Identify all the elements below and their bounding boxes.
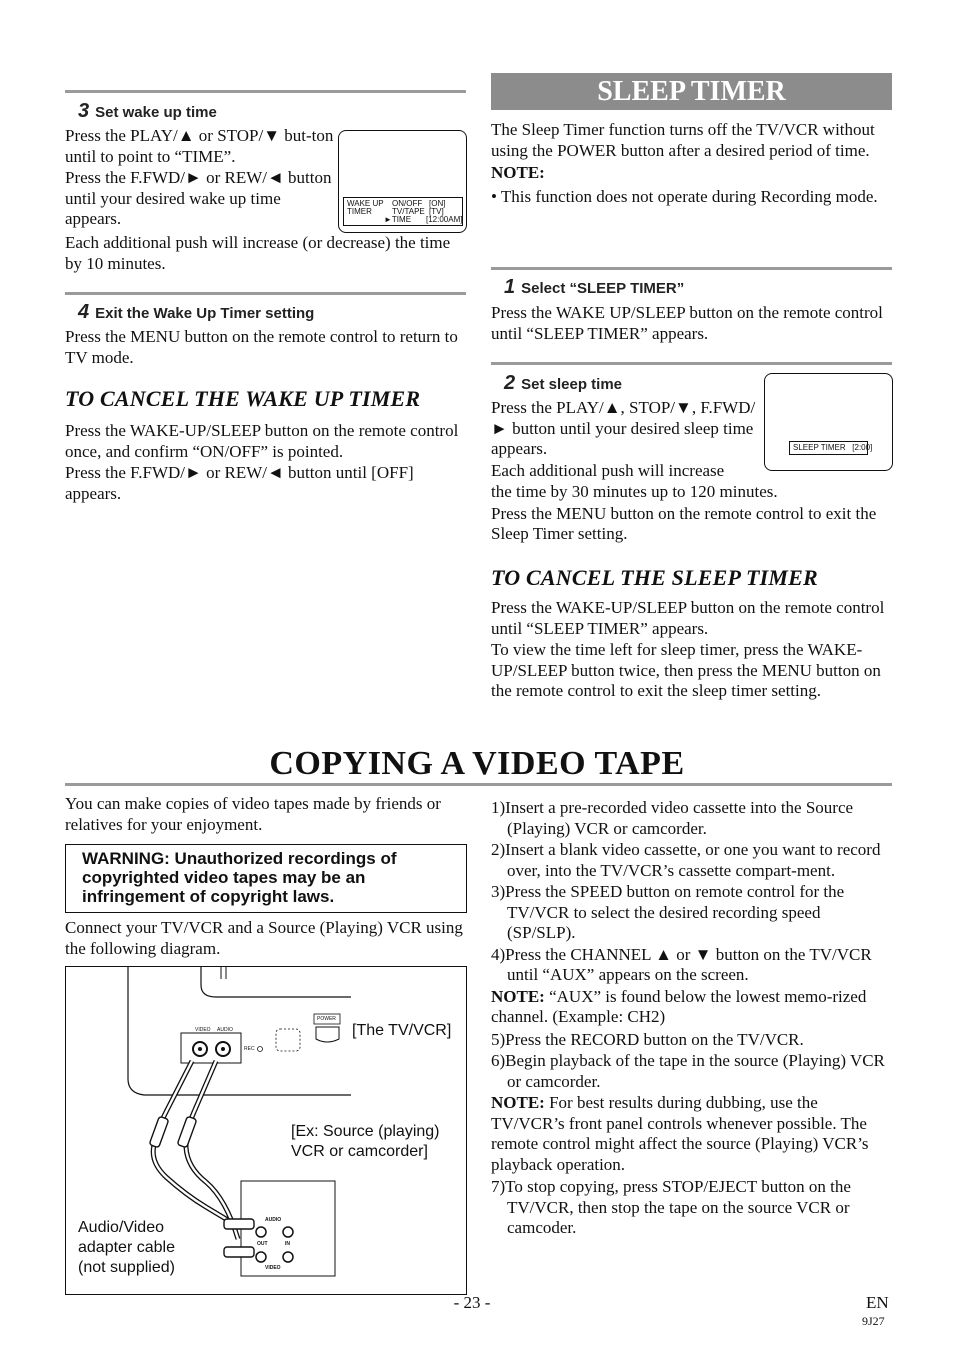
rca-plug — [224, 1247, 254, 1257]
section-rule — [65, 90, 466, 93]
paragraph: Press the F.FWD/► or REW/◄ button until your desired wake up time appears. — [65, 168, 332, 228]
step-2-text-cont — [491, 482, 891, 546]
osd-text: [ON] — [429, 199, 446, 208]
note-label: NOTE: — [491, 1093, 545, 1112]
note-text: “AUX” is found below the lowest memo-rized channel. (Example: CH2) — [491, 986, 867, 1026]
paragraph: Press the WAKE-UP/SLEEP button on the remote control once, and confirm “ON/OFF” is pointed. — [65, 421, 459, 461]
osd-text: ON/OFF — [392, 199, 423, 208]
osd-text: TIMER — [347, 207, 372, 216]
language-code: EN — [866, 1293, 889, 1312]
note-label: NOTE: — [491, 163, 545, 182]
copyright-warning: WARNING: Unauthorized recordings of copyrighted video tapes may be an infringement of copyright laws. — [65, 844, 467, 913]
paragraph: Press the PLAY/▲, STOP/▼, F.FWD/► button until your desired sleep time appears. — [491, 398, 756, 458]
source-in-label: IN — [285, 1241, 290, 1247]
wake-up-osd-screen — [338, 130, 467, 233]
copy-step: 2)Insert a blank video cassette, or one you want to record over, into the TV/VCR’s cassette compart-ment. — [491, 840, 881, 880]
page-number: - 23 - — [453, 1293, 491, 1312]
rca-plug — [149, 1116, 169, 1148]
step-3-text-cont — [65, 233, 465, 275]
note-label: NOTE: — [491, 986, 545, 1006]
rec-indicator — [258, 1047, 263, 1052]
source-out-label: OUT — [257, 1241, 268, 1247]
connect-text: Connect your TV/VCR and a Source (Playing) VCR using the following diagram. — [65, 918, 463, 958]
copy-step: 3)Press the SPEED button on remote control for the TV/VCR to select the desired recording speed (SP/SLP). — [491, 882, 845, 942]
copy-step: 5)Press the RECORD button on the TV/VCR. — [491, 1029, 804, 1049]
paragraph: Press the WAKE-UP/SLEEP button on the remote control until “SLEEP TIMER” appears. — [491, 598, 885, 638]
step-title: Select “SLEEP TIMER” — [521, 280, 685, 297]
cancel-wake-up-heading: TO CANCEL THE WAKE UP TIMER — [65, 386, 421, 411]
paragraph: Press the MENU button on the remote control to exit the Sleep Timer setting. — [491, 503, 877, 543]
step-4-text — [65, 327, 465, 369]
tv-vcr-label: [The TV/VCR] — [352, 1022, 452, 1039]
step-2-heading — [504, 372, 622, 395]
paragraph: Press the PLAY/▲ or STOP/▼ but-ton until to point to “TIME”. — [65, 126, 334, 166]
section-rule — [491, 267, 892, 270]
step-4-heading — [78, 301, 314, 324]
audio-in-jack — [283, 1227, 293, 1237]
tv-power-label: POWER — [317, 1016, 336, 1022]
step-number: 2 — [504, 372, 516, 394]
copy-step: 7)To stop copying, press STOP/EJECT button on the TV/VCR, then stop the tape on the source VCR or camcoder. — [491, 1177, 851, 1237]
video-out-jack — [256, 1252, 266, 1262]
copying-title: COPYING A VIDEO TAPE — [269, 745, 685, 782]
step-title: Set wake up time — [95, 104, 217, 121]
osd-text: WAKE UP — [347, 199, 384, 208]
osd-text: [TV] — [429, 207, 444, 216]
connection-diagram — [65, 966, 467, 1295]
source-video-label: VIDEO — [265, 1265, 281, 1271]
cancel-sleep-heading: TO CANCEL THE SLEEP TIMER — [491, 565, 818, 590]
step-number: 3 — [78, 100, 90, 122]
note-text: For best results during dubbing, use the TV/VCR’s front panel controls whenever possible. The remote control might affect the source (Playing) VCR’s playback operation. — [491, 1093, 869, 1174]
front-door — [276, 1029, 300, 1051]
section-rule — [65, 292, 466, 295]
paragraph: To view the time left for sleep timer, press the WAKE-UP/SLEEP button twice, then press the MENU button on the remote control to exit the sleep timer setting. — [491, 640, 881, 700]
copy-step: 1)Insert a pre-recorded video cassette into the Source (Playing) VCR or camcorder. — [491, 798, 854, 838]
source-audio-label: AUDIO — [265, 1217, 282, 1223]
rca-plug — [177, 1116, 197, 1148]
step-1-heading — [504, 276, 684, 299]
model-code: 9J27 — [862, 1314, 885, 1328]
paragraph: Each additional push will increase (or decrease) the time by 10 minutes. — [65, 233, 451, 273]
audio-out-jack — [256, 1227, 266, 1237]
paragraph: Each additional push will increase — [491, 460, 725, 480]
paragraph: The Sleep Timer function turns off the TV/VCR without using the POWER button after a desired period of time. — [491, 120, 875, 160]
osd-text: ►TIME — [384, 215, 412, 224]
wake-up-osd-menu — [343, 197, 463, 226]
tv-video-label: VIDEO — [195, 1027, 211, 1033]
sleep-timer-intro — [491, 120, 891, 208]
source-vcr-label: [Ex: Source (playing) VCR or camcorder] — [291, 1123, 440, 1160]
tv-rec-label: REC — [244, 1046, 255, 1052]
sleep-timer-osd-screen — [764, 373, 893, 471]
sleep-timer-banner: SLEEP TIMER — [491, 73, 892, 110]
step-2-text — [491, 398, 759, 482]
cancel-sleep-text — [491, 598, 891, 703]
paragraph: Press the WAKE UP/SLEEP button on the remote control until “SLEEP TIMER” appears. — [491, 303, 883, 343]
copy-note — [491, 1093, 891, 1175]
tv-audio-label: AUDIO — [217, 1027, 233, 1033]
copy-note — [491, 987, 891, 1028]
copy-steps — [491, 798, 891, 1240]
title-rule — [65, 783, 892, 786]
tv-front-panel — [201, 967, 351, 997]
step-1-text — [491, 303, 891, 345]
step-title: Exit the Wake Up Timer setting — [95, 305, 315, 322]
paragraph: Press the F.FWD/► or REW/◄ button until [OFF] appears. — [65, 463, 414, 503]
copy-intro: You can make copies of video tapes made by friends or relatives for your enjoyment. — [65, 794, 441, 834]
step-title: Set sleep time — [521, 376, 623, 393]
rca-plug — [224, 1219, 254, 1229]
tv-jack-panel — [181, 1033, 241, 1063]
video-in-jack — [283, 1252, 293, 1262]
copy-step: 6)Begin playback of the tape in the source (Playing) VCR or camcorder. — [491, 1051, 885, 1091]
note-item: • This function does not operate during Recording mode. — [491, 186, 878, 206]
cable-label: Audio/Video adapter cable (not supplied) — [78, 1219, 175, 1276]
osd-text: TV/TAPE — [392, 207, 425, 216]
step-3-text — [65, 126, 337, 231]
paragraph: Press the MENU button on the remote control to return to TV mode. — [65, 327, 458, 367]
step-3-heading — [78, 100, 217, 123]
step-number: 4 — [78, 301, 90, 323]
paragraph: the time by 30 minutes up to 120 minutes. — [491, 482, 778, 501]
osd-text: [12:00AM] — [426, 215, 463, 224]
copy-step: 4)Press the CHANNEL ▲ or ▼ button on the TV/VCR until “AUX” appears on the screen. — [491, 944, 872, 984]
section-rule — [491, 362, 892, 365]
tv-body — [128, 967, 351, 1095]
step-number: 1 — [504, 276, 516, 298]
sleep-timer-osd-value: SLEEP TIMER [2:00] — [789, 441, 868, 455]
cancel-wake-up-text — [65, 421, 465, 505]
